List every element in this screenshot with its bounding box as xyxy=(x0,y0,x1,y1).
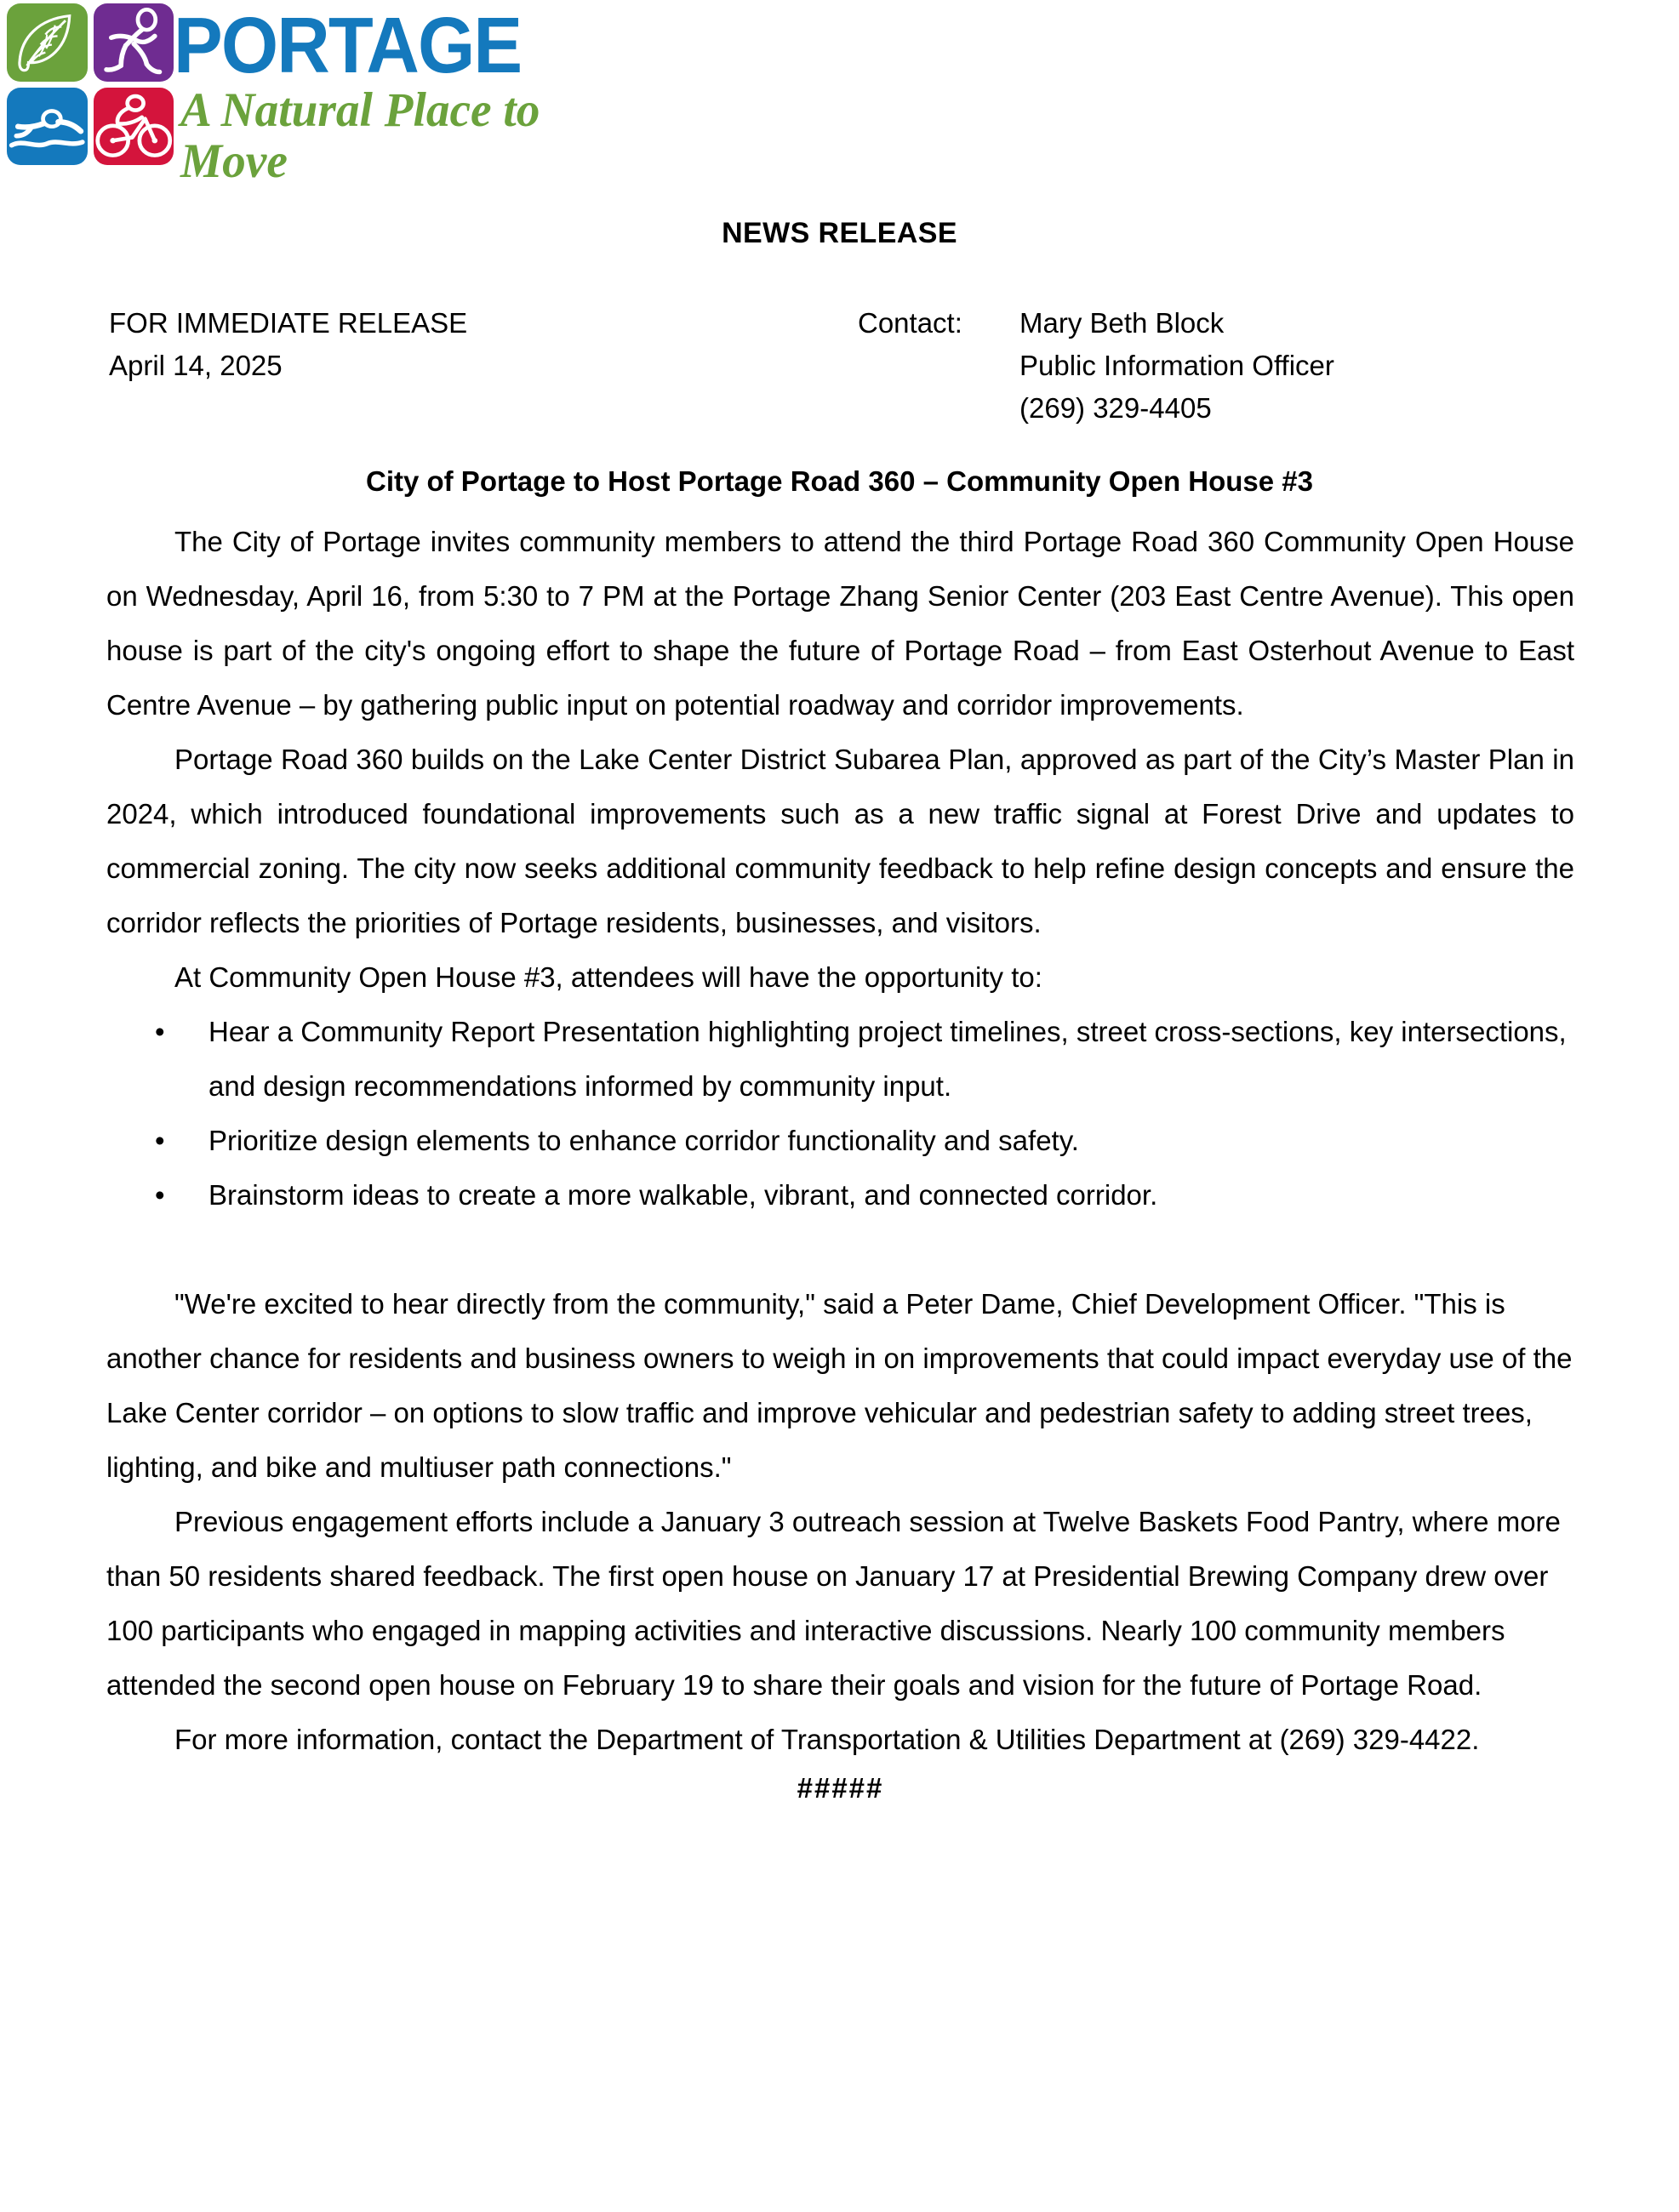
contact-phone: (269) 329-4405 xyxy=(1019,392,1212,424)
logo-icon-grid xyxy=(7,3,174,165)
bullet-icon: • xyxy=(155,1016,165,1047)
leaf-icon xyxy=(7,3,88,82)
news-release-heading: NEWS RELEASE xyxy=(722,217,957,249)
release-date: April 14, 2025 xyxy=(109,350,283,381)
portage-logo xyxy=(7,1,662,188)
logo-wordmark: PORTAGE xyxy=(174,1,522,89)
runner-icon xyxy=(94,3,174,82)
release-meta-row xyxy=(109,302,1573,430)
bullet-icon: • xyxy=(155,1125,165,1156)
swimmer-icon xyxy=(7,88,88,166)
contact-name: Mary Beth Block xyxy=(1019,307,1225,339)
list-item-label: Brainstorm ideas to create a more walkable, vibrant, and connected corridor. xyxy=(208,1179,1158,1211)
contact-values xyxy=(1019,302,1334,430)
list-item xyxy=(106,1168,1574,1223)
paragraph-previous-engagement: Previous engagement efforts include a January 3 outreach session at Twelve Baskets Food Pantry, where more than 50 residents shared feedback. The first open house on January 17 at Presidential Brewing Company drew over 100 participants who engaged in mapping activities and interactive discussions. Nearly 100 community members attended the second open house on February 19 to share their goals and vision for the future of Portage Road. xyxy=(106,1506,1561,1701)
list-item xyxy=(106,1005,1574,1114)
paragraph-intro: The City of Portage invites community members to attend the third Portage Road 360 Community Open House on Wednesday, April 16, from 5:30 to 7 PM at the Portage Zhang Senior Center (203 East Centre Avenue). This open house is part of the city's ongoing effort to shape the future of Portage Road – from East Osterhout Avenue to East Centre Avenue – by gathering public input on potential roadway and corridor improvements. xyxy=(106,526,1574,721)
release-status: FOR IMMEDIATE RELEASE xyxy=(109,307,468,339)
paragraph-opportunity-lead: At Community Open House #3, attendees will have the opportunity to: xyxy=(174,961,1042,993)
contact-block xyxy=(858,302,1334,430)
end-marker: ##### xyxy=(797,1772,884,1804)
list-item xyxy=(106,1114,1574,1168)
list-item-label: Prioritize design elements to enhance corridor functionality and safety. xyxy=(208,1125,1079,1156)
cyclist-icon xyxy=(94,88,174,166)
logo-tagline: A Natural Place to Move xyxy=(180,83,540,188)
opportunity-list xyxy=(106,1005,1574,1223)
paragraph-spacer xyxy=(106,1223,1574,1277)
paragraph-more-information: For more information, contact the Department of Transportation & Utilities Department at (269) 329-4422. xyxy=(174,1724,1480,1755)
contact-label: Contact: xyxy=(858,307,962,339)
article-content xyxy=(106,515,1574,1810)
release-status-block xyxy=(109,302,858,387)
paragraph-quote: "We're excited to hear directly from the community," said a Peter Dame, Chief Development Officer. "This is another chance for residents and business owners to weigh in on improvements that could impact everyday use of the Lake Center corridor – on options to slow traffic and improve vehicular and pedestrian safety to adding street trees, lighting, and bike and multiuser path connections." xyxy=(106,1288,1573,1483)
bullet-icon: • xyxy=(155,1179,165,1211)
list-item-label: Hear a Community Report Presentation highlighting project timelines, street cross-sections, key intersections, and design recommendations informed by community input. xyxy=(208,1016,1567,1102)
page-title: City of Portage to Host Portage Road 360 – Community Open House #3 xyxy=(365,465,1314,497)
paragraph-background: Portage Road 360 builds on the Lake Center District Subarea Plan, approved as part of the City’s Master Plan in 2024, which introduced foundational improvements such as a new traffic signal at Forest Drive and updates to commercial zoning. The city now seeks additional community feedback to help refine design concepts and ensure the corridor reflects the priorities of Portage residents, businesses, and visitors. xyxy=(106,744,1574,938)
contact-role: Public Information Officer xyxy=(1019,350,1334,381)
